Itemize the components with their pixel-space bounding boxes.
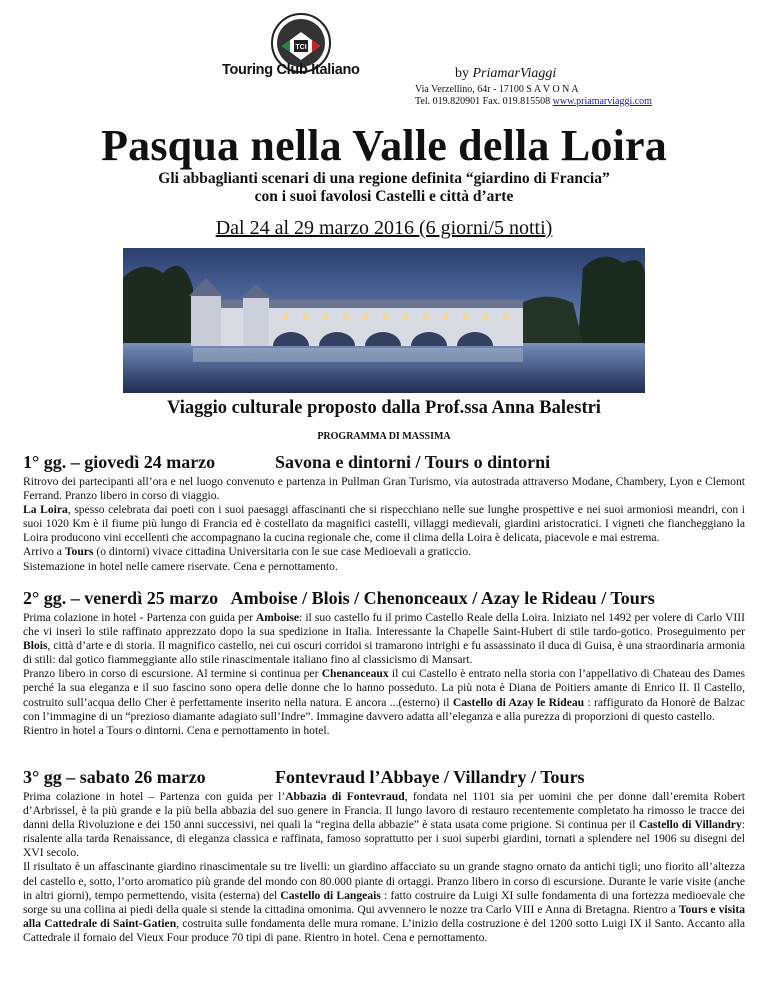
website-link[interactable]: www.priamarviaggi.com — [552, 95, 652, 107]
day-2-paragraph: Prima colazione in hotel - Partenza con guida per Amboise: il suo castello fu il primo Castello Reale della Loira. Iniziato nel 1492 per volere di Carlo VIII che vi inserì lo stile raffinato apprezzato dopo la sua spedizione in Italia. Interessante la Chapelle Saint-Hubert di stile tardo-gotico. Proseguimento per Blois, città d’arte e di storia. Il magnifico castello, nei cui oscuri corridoi si tramarono intrighi e fu assassinato il duca di Guisa, è una straordinaria armonia di stili: dal gotico fiammeggiante allo stile rinascimentale italiano fino al classicismo di Mansart. — [23, 611, 746, 667]
day-3-body — [23, 790, 745, 945]
subtitle-line-2: con i suoi favolosi Castelli e città d’arte — [254, 188, 514, 205]
agency-name: PriamarViaggi — [472, 66, 557, 81]
day-1-paragraph: Arrivo a Tours (o dintorni) vivace cittadina Universitaria con le sue case Medioevali a graticcio. — [23, 545, 472, 559]
page-title: Pasqua nella Valle della Loira — [101, 121, 667, 170]
proposal-line: Viaggio culturale proposto dalla Prof.ssa Anna Balestri — [167, 398, 601, 418]
day-1-section — [23, 452, 745, 574]
subtitle — [0, 170, 768, 206]
day-3-paragraph: Prima colazione in hotel – Partenza con guida per l’Abbazia di Fontevraud, fondata nel 1101 sia per uomini che per donne dall’eremita Robert d’Arbrissel, è la più grande e la più bella abbazia del suo genere in Francia. Il lungo lavoro di restauro recentemente completato ha rimosso le tracce dei danni della Rivoluzione e dei 150 anni successivi, nei quali la “regina della abbazie” è stata usata come prigione. Si continua per il Castello di Villandry: risalente alla tarda Renaissance, di eleganza classica e raffinata, famoso soprattutto per i suoi superbi giardini, tornati a splendere nel 1906 su disegni del XVI secolo. — [23, 790, 745, 860]
agency-contacts — [415, 96, 652, 108]
day-2-body — [23, 611, 745, 738]
day-1-body — [23, 475, 745, 574]
day-3-section — [23, 767, 745, 945]
chenonceau-castle-photo — [123, 248, 645, 393]
day-2-section — [23, 588, 745, 738]
day-1-paragraph: La Loira, spesso celebrata dai poeti con i suoi paesaggi affascinanti che si rispecchiano nelle sue lunghe prospettive e nei suoi armoniosi meandri, con i suoi 1020 Km è il fiume più lungo di Francia ed è costellato da magnifici castelli, villaggi medievali, giardini aristocratici. I vigneti che fiancheggiano la Loira producono vini eccellenti che accompagnano la cucina regionale che, come il clima della Loira è delicata, piacevole e mai estrema. — [23, 503, 746, 545]
trip-dates: Dal 24 al 29 marzo 2016 (6 giorni/5 notti) — [215, 217, 553, 239]
day-2-heading — [23, 588, 745, 609]
day-1-paragraph: Ritrovo dei partecipanti all’ora e nel luogo convenuto e partenza in Pullman Gran Turismo, via autostrada attraverso Modane, Chambery, Lyon e Clemont Ferrand. Pranzo libero in corso di viaggio. — [23, 475, 745, 503]
programma-heading: PROGRAMMA DI MASSIMA — [317, 431, 451, 442]
day-3-date: 3° gg – sabato 26 marzo — [23, 767, 206, 787]
day-1-heading — [23, 452, 745, 473]
day-1-route: Savona e dintorni / Tours o dintorni — [275, 452, 551, 472]
day-3-paragraph: Il risultato è un affascinante giardino rinascimentale su tre livelli: un giardino affacciato su un grande stagno ornato da antichi tigli; uno fiorito all’altezza del castello e, sotto, l’orto aromatico più grande del mondo con 80.000 piante di ortaggi. Pranzo libero in corso di escursione. Durante le varie visite (anche in altri giorni), tempo permettendo, visita (esterna) del Castello di Langeais : fatto costruire da Luigi XI sulle fondamenta di una fortezza medioevale che sorge su una collina ai piedi della quale si stende la cittadina omonima. Qui avvennero le nozze tra Carlo VIII e Anna di Bretagna. Rientro a Tours e visita alla Cattedrale di Saint-Gatien, costruita sulle fondamenta delle mura romane. L’inizio della costruzione è del 1200 sotto Luigi IX il Santo. Accanto alla Cattedrale il fornaio del Vieux Four produce 70 tipi di pane. Rientro in hotel. Cena e pernottamento. — [23, 860, 746, 944]
agency-line — [455, 66, 556, 82]
agency-address: Via Verzellino, 64r - 17100 S A V O N A — [415, 84, 579, 95]
logo-text: Touring Club Italiano — [222, 62, 360, 78]
day-2-date: 2° gg. – venerdì 25 marzo — [23, 588, 219, 608]
day-2-paragraph: Rientro in hotel a Tours o dintorni. Cena e pernottamento in hotel. — [23, 723, 330, 737]
phone-fax: Tel. 019.820901 Fax. 019.815508 — [415, 95, 551, 107]
day-1-date: 1° gg. – giovedì 24 marzo — [23, 452, 216, 472]
day-3-heading — [23, 767, 745, 788]
agency-address-block — [415, 84, 652, 107]
day-1-paragraph: Sistemazione in hotel nelle camere riservate. Cena e pernottamento. — [23, 559, 338, 573]
subtitle-line-1: Gli abbaglianti scenari di una regione definita “giardino di Francia” — [158, 170, 610, 187]
agency-prefix: by — [455, 66, 469, 81]
svg-text:TCI: TCI — [295, 44, 307, 51]
day-2-paragraph: Pranzo libero in corso di escursione. Al termine si continua per Chenanceaux il cui Castello è entrato nella storia con l’appellativo di Chateau des Dames perché la sua eleganza e il suo fascino sono opera delle donne che lo hanno posseduto. La più nota è Diana de Poitiers amante di Enrico II. Il Castello, costruito sull’acqua dello Cher è perfettamente inserito nella natura. E ancora ...(esterno) il Castello di Azay le Rideau : raffigurato da Honorè de Balzac con l’immagine di un “prezioso diamante adagiato sull’Indre”. Immagine davvero adatta all’eleganza e alla purezza di proporzioni di questo castello. — [23, 667, 746, 723]
day-2-route: Amboise / Blois / Chenonceaux / Azay le Rideau / Tours — [230, 588, 655, 608]
day-3-route: Fontevraud l’Abbaye / Villandry / Tours — [275, 767, 585, 787]
